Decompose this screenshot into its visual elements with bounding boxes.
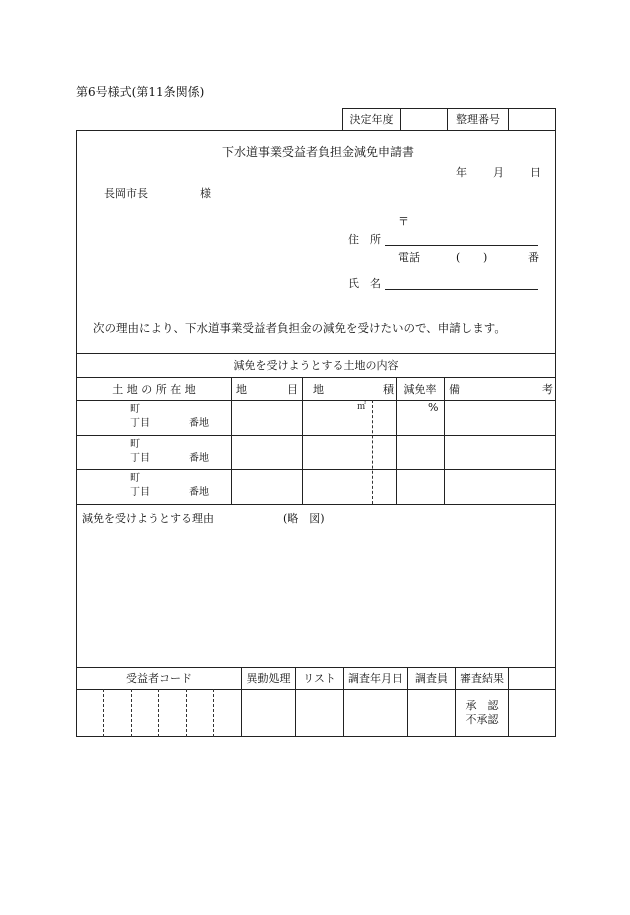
row3-banchi: 番地: [189, 487, 209, 498]
name-field[interactable]: [385, 289, 538, 290]
date-month[interactable]: 月: [493, 166, 504, 179]
change-processing-label: 異動処理: [246, 672, 291, 685]
reason-label: 減免を受けようとする理由: [82, 512, 214, 525]
header-chimoku-2: 目: [287, 383, 298, 396]
form-number-label: 第6号様式(第11条関係): [76, 85, 205, 99]
list-label: リスト: [303, 672, 336, 685]
address-field[interactable]: [385, 245, 538, 246]
date-day[interactable]: 日: [530, 166, 541, 179]
address-label: 住 所: [348, 233, 381, 246]
rate-unit: %: [428, 401, 439, 414]
header-remarks-2: 考: [542, 383, 553, 396]
header-remarks-1: 備: [449, 383, 460, 396]
surveyor-label: 調査員: [415, 672, 448, 685]
honorific: 様: [200, 187, 211, 200]
phone-label: 電話: [398, 251, 420, 264]
header-area-1: 地: [313, 383, 324, 396]
decision-year-label: 決定年度: [349, 113, 394, 126]
row3-town: 町: [130, 473, 140, 484]
reason-field[interactable]: [80, 530, 552, 664]
postal-mark: 〒: [398, 215, 409, 228]
form-title: 下水道事業受益者負担金減免申請書: [222, 145, 415, 159]
not-approved-option[interactable]: 不承認: [465, 713, 499, 726]
header-area-2: 積: [383, 383, 394, 396]
header-rate: 減免率: [403, 383, 437, 396]
row1-town: 町: [130, 404, 140, 415]
survey-date-label: 調査年月日: [348, 672, 403, 685]
land-section-title: 減免を受けようとする土地の内容: [233, 359, 399, 372]
phone-ban: 番: [528, 251, 539, 264]
sketch-label: (略 図): [283, 512, 325, 525]
phone-paren-close: ): [483, 251, 488, 264]
header-chimoku-1: 地: [236, 383, 247, 396]
date-year[interactable]: 年: [456, 166, 467, 179]
approved-option[interactable]: 承 認: [465, 699, 499, 712]
addressee: 長岡市長: [104, 187, 148, 200]
row3-chome: 丁目: [130, 487, 150, 498]
row2-chome: 丁目: [130, 453, 150, 464]
application-statement: 次の理由により、下水道事業受益者負担金の減免を受けたいので、申請します。: [93, 321, 506, 335]
beneficiary-code-label: 受益者コード: [126, 672, 192, 685]
row2-banchi: 番地: [189, 453, 209, 464]
phone-paren-open: (: [456, 251, 461, 264]
name-label: 氏 名: [348, 277, 381, 290]
result-label: 審査結果: [460, 672, 504, 685]
row1-banchi: 番地: [189, 418, 209, 429]
area-unit: ㎡: [357, 402, 367, 412]
row1-chome: 丁目: [130, 418, 150, 429]
reference-number-label: 整理番号: [456, 113, 500, 126]
header-location: 土 地 の 所 在 地: [112, 383, 196, 396]
row2-town: 町: [130, 439, 140, 450]
